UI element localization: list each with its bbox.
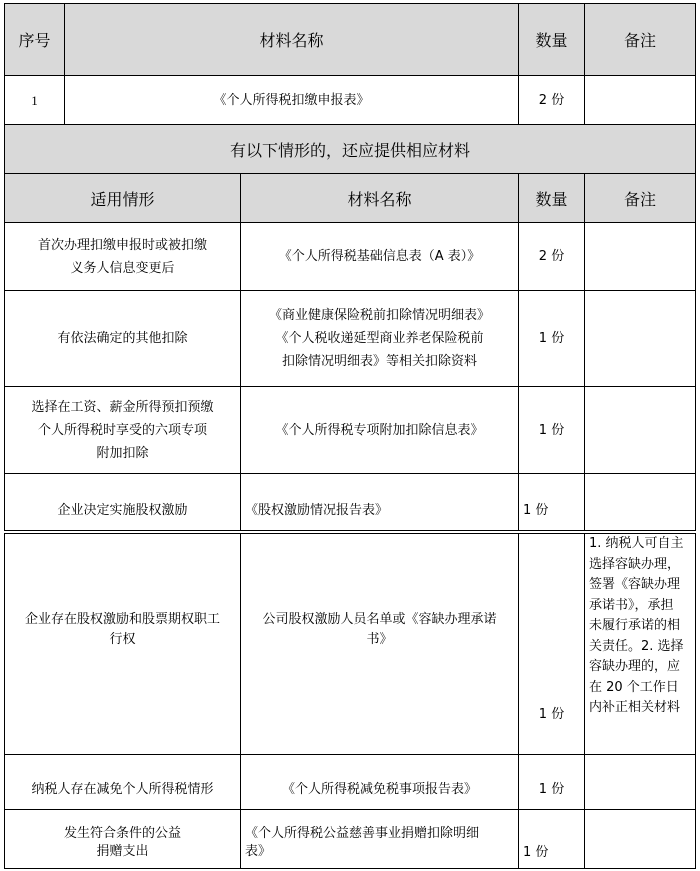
remark-cell: [584, 473, 696, 531]
subheader-remark: 备注: [584, 173, 696, 223]
remark-cell: [584, 290, 696, 387]
section-title: 有以下情形的，还应提供相应材料: [4, 124, 696, 174]
row1-material: 《个人所得税扣缴申报表》: [64, 75, 519, 125]
material-cell: 《个人所得税基础信息表（A 表）》: [240, 222, 519, 291]
remark-cell: [584, 386, 696, 474]
quantity-cell: 2 份: [518, 222, 585, 291]
header-quantity: 数量: [518, 3, 585, 76]
subheader-situation: 适用情形: [4, 173, 241, 223]
situation-cell: 首次办理扣缴申报时或被扣缴 义务人信息变更后: [4, 222, 241, 291]
subheader-material-name: 材料名称: [240, 173, 519, 223]
material-cell: 公司股权激励人员名单或《容缺办理承诺 书》: [240, 533, 519, 755]
row1-no: 1: [4, 75, 65, 125]
material-cell: 《股权激励情况报告表》: [240, 473, 519, 531]
quantity-cell: 1 份: [518, 473, 585, 531]
quantity-cell: 1 份: [518, 386, 585, 474]
situation-cell: 选择在工资、薪金所得预扣预缴 个人所得税时享受的六项专项 附加扣除: [4, 386, 241, 474]
quantity-cell: 1 份: [518, 533, 585, 755]
subheader-quantity: 数量: [518, 173, 585, 223]
quantity-cell: 1 份: [518, 290, 585, 387]
quantity-cell: 1 份: [518, 809, 585, 869]
material-cell: 《个人所得税减免税事项报告表》: [240, 754, 519, 810]
situation-cell: 企业决定实施股权激励: [4, 473, 241, 531]
header-remark: 备注: [584, 3, 696, 76]
row1-quantity: 2 份: [518, 75, 585, 125]
remark-note-cell: 1. 纳税人可自主 选择容缺办理， 签署《容缺办理 承诺书》，承担 未履行承诺的相 关责任。2. 选择 容缺办理的，应 在 20 个工作日 内补正相关材料: [584, 533, 696, 755]
header-material-name: 材料名称: [64, 3, 519, 76]
row1-remark: [584, 75, 696, 125]
situation-cell: 发生符合条件的公益 捐赠支出: [4, 809, 241, 869]
remark-cell: [584, 754, 696, 810]
situation-cell: 有依法确定的其他扣除: [4, 290, 241, 387]
material-cell: 《商业健康保险税前扣除情况明细表》 《个人税收递延型商业养老保险税前 扣除情况明细表》等相关扣除资料: [240, 290, 519, 387]
material-cell: 《个人所得税专项附加扣除信息表》: [240, 386, 519, 474]
situation-cell: 纳税人存在减免个人所得税情形: [4, 754, 241, 810]
material-cell: 《个人所得税公益慈善事业捐赠扣除明细 表》: [240, 809, 519, 869]
quantity-cell: 1 份: [518, 754, 585, 810]
header-no: 序号: [4, 3, 65, 76]
remark-cell: [584, 809, 696, 869]
situation-cell: 企业存在股权激励和股票期权职工 行权: [4, 533, 241, 755]
remark-cell: [584, 222, 696, 291]
